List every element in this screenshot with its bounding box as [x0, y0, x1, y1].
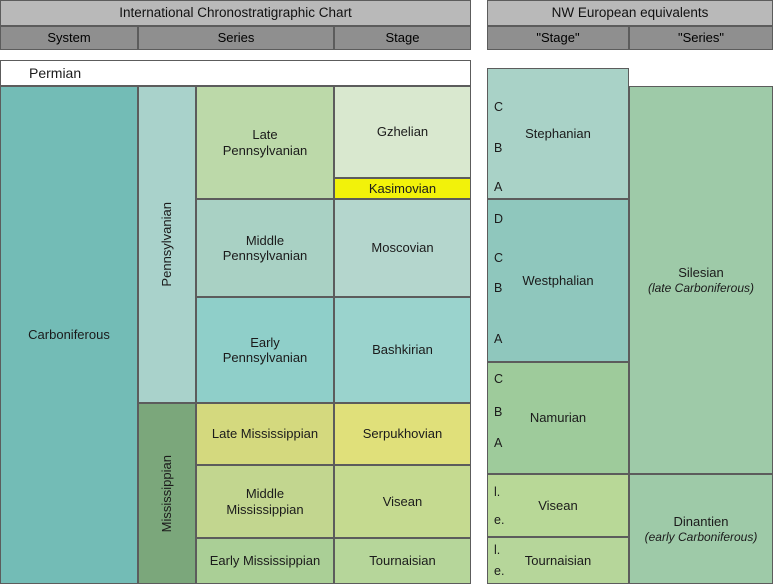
westphalian-sub-d: D	[494, 211, 504, 226]
series-line-1: Middle	[245, 486, 285, 502]
stage-gzhelian-label: Gzhelian	[376, 124, 429, 140]
series-late-mississippian	[196, 403, 334, 465]
left-chart-title: International Chronostratigraphic Chart	[0, 0, 471, 26]
series-middle-mississippian	[196, 465, 334, 538]
series-name: Dinantien	[673, 514, 729, 530]
chart-gutter	[471, 0, 487, 584]
namurian-sub-b: B	[494, 404, 503, 419]
series-late-pennsylvanian	[196, 86, 334, 199]
stage-serpukhovian	[334, 403, 471, 465]
visean-sub-early: e.	[494, 512, 505, 527]
westphalian-sub-a: A	[494, 331, 503, 346]
right-chart-title: NW European equivalents	[487, 0, 773, 26]
right-series-dinantien-label	[645, 514, 758, 543]
stage-kasimovian	[334, 178, 471, 199]
series-middle-pennsylvanian-label	[223, 233, 308, 264]
right-stage-tournaisian-label: Tournaisian	[524, 552, 592, 568]
stephanian-sub-c: C	[494, 99, 504, 114]
series-early-mississippian	[196, 538, 334, 584]
subsystem-pennsylvanian	[138, 86, 196, 403]
permian-system-band	[0, 60, 471, 86]
stage-kasimovian-label: Kasimovian	[368, 180, 437, 196]
series-line-2: Pennsylvanian	[222, 248, 308, 263]
series-line-2: Pennsylvanian	[222, 350, 308, 365]
subsystem-mississippian	[138, 403, 196, 584]
right-series-dinantien	[629, 474, 773, 584]
right-series-silesian-label	[648, 265, 754, 294]
series-line-1: Late	[252, 127, 278, 143]
stage-tournaisian	[334, 538, 471, 584]
series-early-pennsylvanian-label	[223, 335, 308, 366]
right-column-header-series: "Series"	[629, 26, 773, 50]
series-name: Silesian	[678, 265, 724, 281]
namurian-sub-a: A	[494, 435, 503, 450]
namurian-sub-c: C	[494, 371, 504, 386]
stage-gzhelian	[334, 86, 471, 178]
tournaisian-sub-late: l.	[494, 542, 501, 557]
series-note: (early Carboniferous)	[644, 529, 758, 544]
system-carboniferous	[0, 86, 138, 584]
right-column-header-stage: "Stage"	[487, 26, 629, 50]
stage-tournaisian-label: Tournaisian	[369, 553, 436, 569]
series-line-1: Middle	[245, 232, 285, 248]
stage-visean	[334, 465, 471, 538]
permian-label: Permian	[29, 65, 82, 81]
left-column-header-system: System	[0, 26, 138, 50]
stephanian-sub-b: B	[494, 140, 503, 155]
series-late-mississippian-label: Late Mississippian	[211, 426, 319, 442]
stage-serpukhovian-label: Serpukhovian	[362, 426, 443, 442]
visean-sub-late: l.	[494, 484, 501, 499]
stage-visean-label: Visean	[382, 493, 423, 509]
right-stage-namurian-label: Namurian	[529, 410, 587, 426]
series-middle-pennsylvanian	[196, 199, 334, 297]
stage-moscovian	[334, 199, 471, 297]
series-early-mississippian-label: Early Mississippian	[209, 553, 321, 569]
system-carboniferous-label: Carboniferous	[28, 327, 110, 343]
series-line-2: Mississippian	[226, 501, 304, 517]
series-line-1: Early	[250, 334, 280, 350]
westphalian-sub-b: B	[494, 280, 503, 295]
subsystem-mississippian-label: Mississippian	[159, 454, 175, 533]
series-line-2: Pennsylvanian	[222, 142, 308, 158]
right-series-silesian	[629, 86, 773, 474]
stephanian-sub-a: A	[494, 179, 503, 194]
subsystem-pennsylvanian-label: Pennsylvanian	[159, 202, 175, 287]
tournaisian-sub-early: e.	[494, 563, 505, 578]
stage-bashkirian-label: Bashkirian	[372, 342, 433, 358]
series-early-pennsylvanian	[196, 297, 334, 403]
stage-bashkirian	[334, 297, 471, 403]
left-column-header-series: Series	[138, 26, 334, 50]
stage-moscovian-label: Moscovian	[371, 240, 434, 256]
right-stage-visean-label: Visean	[538, 497, 578, 513]
right-stage-westphalian-label: Westphalian	[522, 272, 594, 288]
left-column-header-stage: Stage	[334, 26, 471, 50]
westphalian-sub-c: C	[494, 250, 504, 265]
series-note: (late Carboniferous)	[647, 280, 755, 295]
right-stage-stephanian-label: Stephanian	[525, 125, 591, 141]
series-late-pennsylvanian-label	[223, 127, 308, 158]
series-middle-mississippian-label	[226, 486, 303, 517]
